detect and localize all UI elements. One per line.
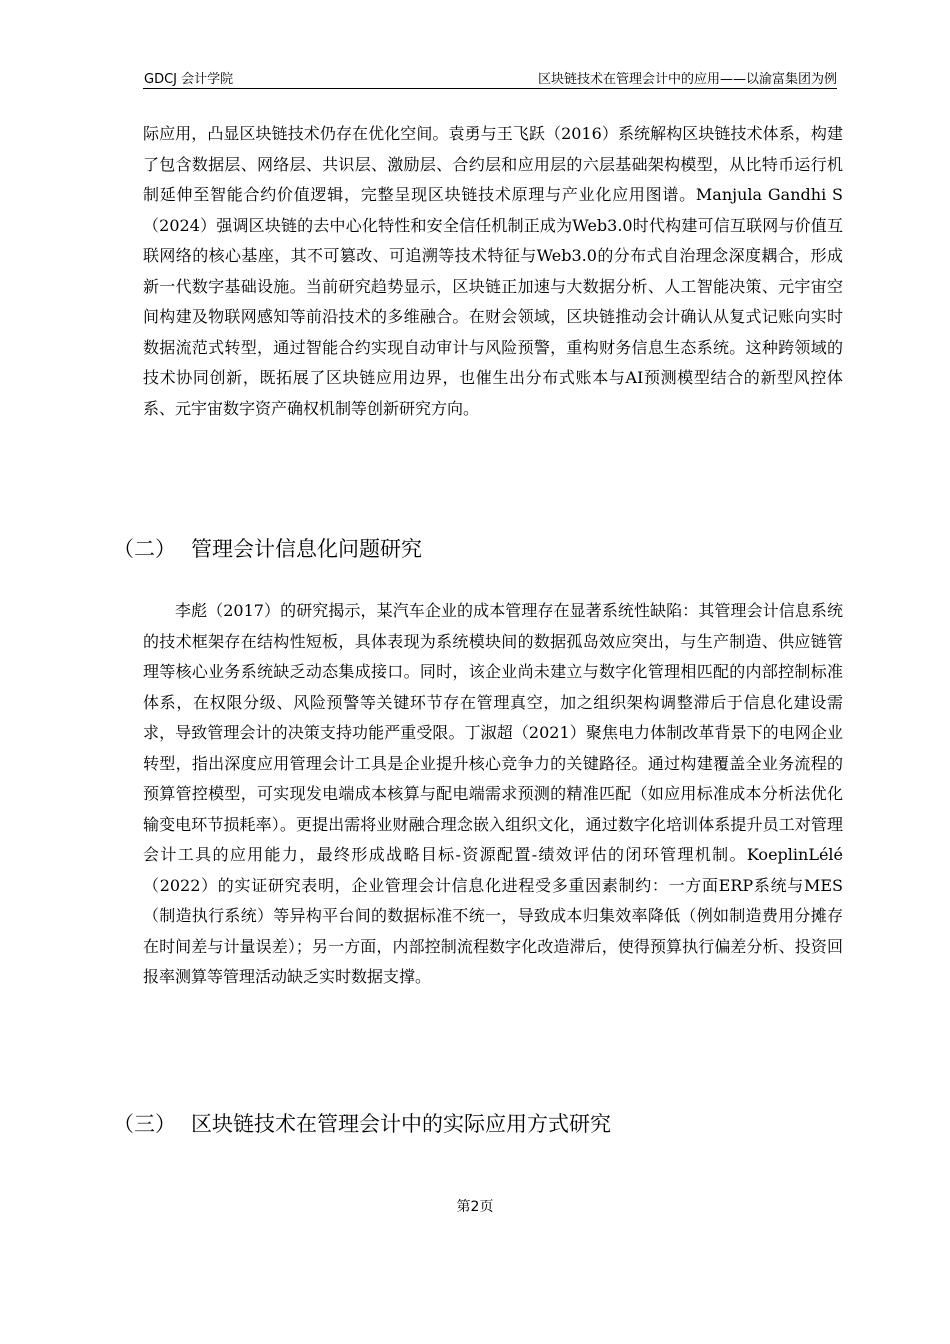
section-number-2: （二） xyxy=(113,537,176,561)
section-heading-2 xyxy=(113,535,422,563)
body-paragraph-2: 李彪（2017）的研究揭示，某汽车企业的成本管理存在显著系统性缺陷：其管理会计信息系统的技术框架存在结构性短板，具体表现为系统模块间的数据孤岛效应突出，与生产制造、供应链管理等核心业务系统缺乏动态集成接口。同时，该企业尚未建立与数字化管理相匹配的内部控制标准体系，在权限分级、风险预警等关键环节存在管理真空，加之组织架构调整滞后于信息化建设需求，导致管理会计的决策支持功能严重受限。丁淑超（2021）聚焦电力体制改革背景下的电网企业转型，指出深度应用管理会计工具是企业提升核心竞争力的关键路径。通过构建覆盖全业务流程的预算管控模型，可实现发电端成本核算与配电端需求预测的精准匹配（如应用标准成本分析法优化输变电环节损耗率）。更提出需将业财融合理念嵌入组织文化，通过数字化培训体系提升员工对管理会计工具的应用能力，最终形成战略目标-资源配置-绩效评估的闭环管理机制。KoeplinLélé（2022）的实证研究表明，企业管理会计信息化进程受多重因素制约：一方面ERP系统与MES（制造执行系统）等异构平台间的数据标准不统一，导致成本归集效率降低（例如制造费用分摊存在时间差与计量误差）；另一方面，内部控制流程数字化改造滞后，使得预算执行偏差分析、投资回报率测算等管理活动缺乏实时数据支撑。 xyxy=(143,601,843,986)
section-title-3: 区块链技术在管理会计中的实际应用方式研究 xyxy=(191,1112,611,1136)
page-number: 第2页 xyxy=(456,1199,494,1215)
body-paragraph-1: 际应用，凸显区块链技术仍存在优化空间。袁勇与王飞跃（2016）系统解构区块链技术体系，构建了包含数据层、网络层、共识层、激励层、合约层和应用层的六层基础架构模型，从比特币运行机制延伸至智能合约价值逻辑，完整呈现区块链技术原理与产业化应用图谱。Manjula Gandhi S（2024）强调区块链的去中心化特性和安全信任机制正成为Web3.0时代构建可信互联网与价值互联网络的核心基座，其不可篡改、可追溯等技术特征与Web3.0的分布式自治理念深度耦合，形成新一代数字基础设施。当前研究趋势显示，区块链正加速与大数据分析、人工智能决策、元宇宙空间构建及物联网感知等前沿技术的多维融合。在财会领域，区块链推动会计确认从复式记账向实时数据流范式转型，通过智能合约实现自动审计与风险预警，重构财务信息生态系统。这种跨领域的技术协同创新，既拓展了区块链应用边界，也催生出分布式账本与AI预测模型结合的新型风控体系、元宇宙数字资产确权机制等创新研究方向。 xyxy=(143,124,843,418)
header-college: GDCJ 会计学院 xyxy=(144,72,234,87)
section-title-2: 管理会计信息化问题研究 xyxy=(191,537,422,561)
header-thesis-title: 区块链技术在管理会计中的应用——以渝富集团为例 xyxy=(537,72,837,87)
section-number-3: （三） xyxy=(113,1112,176,1136)
section-heading-3 xyxy=(113,1110,611,1138)
page-header xyxy=(143,66,837,89)
